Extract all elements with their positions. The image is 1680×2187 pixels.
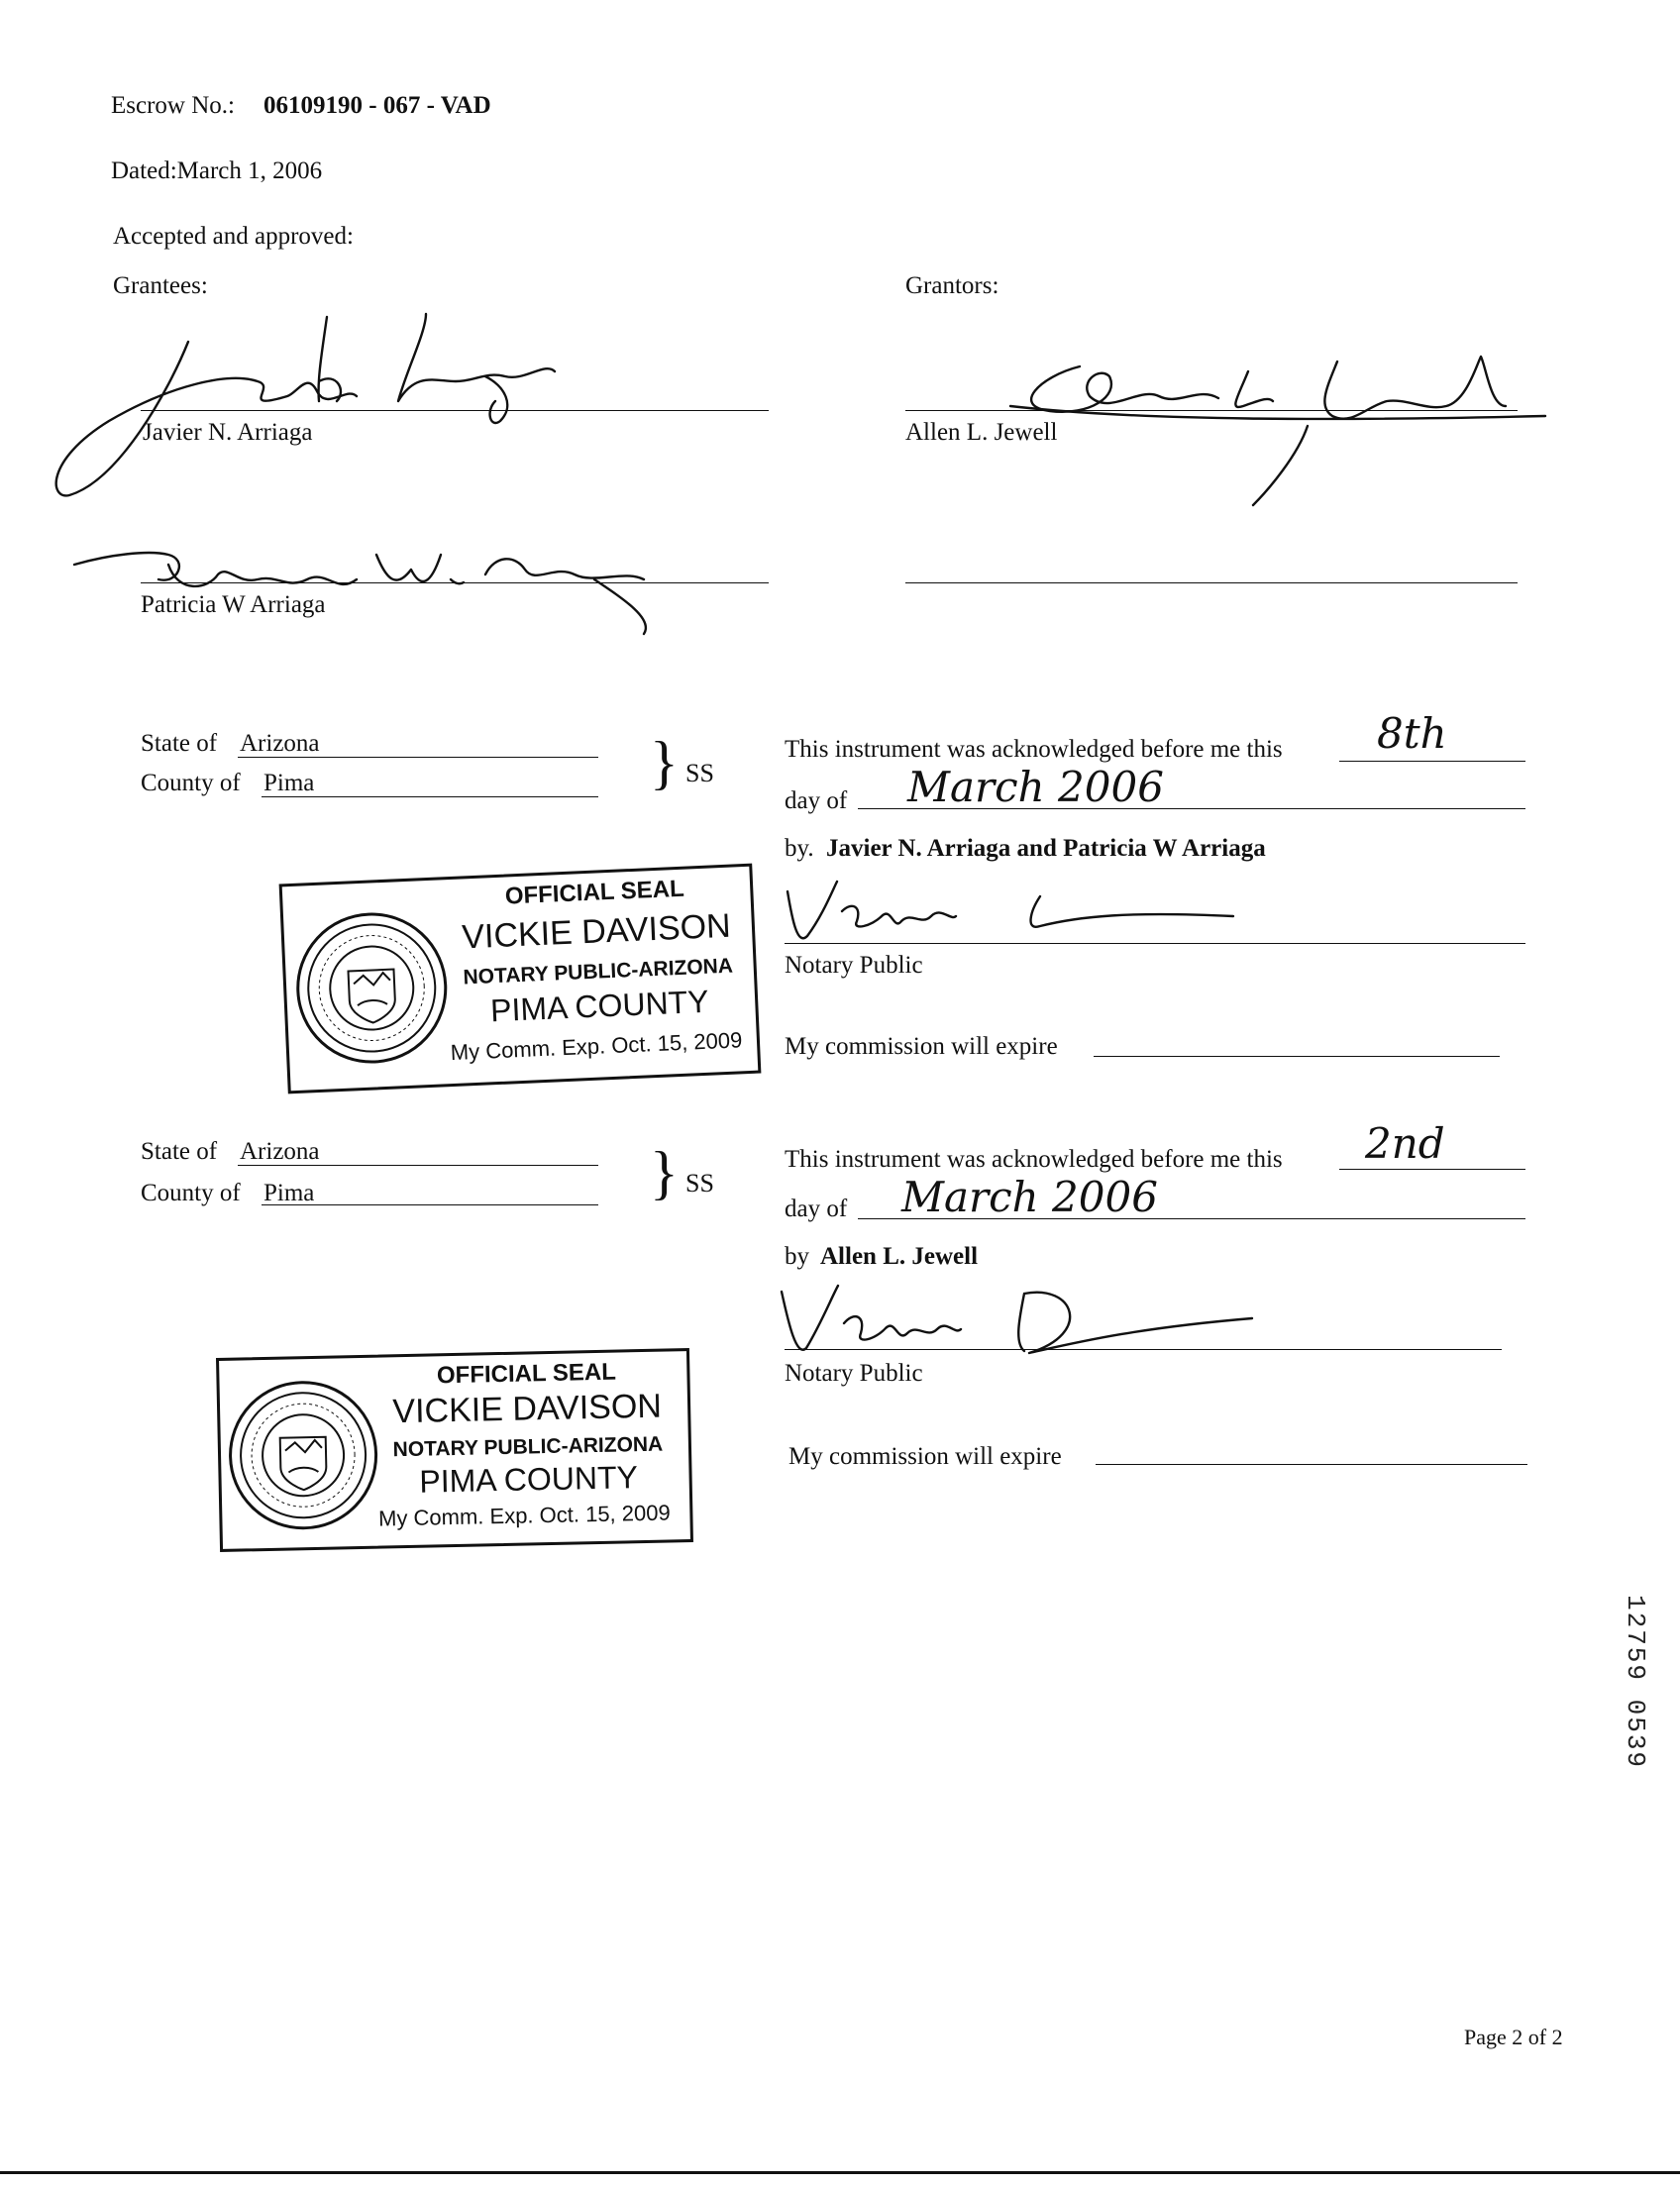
ack2-month-value: March 2006 bbox=[901, 1173, 1158, 1221]
grantees-label: Grantees: bbox=[113, 272, 208, 299]
ack1-state-label: State of bbox=[141, 730, 218, 757]
ack1-day-of-label: day of bbox=[785, 787, 848, 814]
ack1-county-line bbox=[262, 796, 598, 797]
grantee-2-name: Patricia W Arriaga bbox=[141, 591, 326, 618]
ack2-state-line bbox=[238, 1165, 598, 1166]
ack1-county-value: Pima bbox=[263, 770, 315, 796]
ack2-intro: This instrument was acknowledged before me this bbox=[785, 1146, 1283, 1173]
notary-seal-2 bbox=[216, 1348, 693, 1552]
grantee-1-name: Javier N. Arriaga bbox=[143, 419, 313, 446]
seal-2-line1: OFFICIAL SEAL bbox=[436, 1358, 617, 1390]
grantee-1-signature bbox=[50, 312, 565, 510]
grantor-2-signature-line bbox=[905, 582, 1518, 583]
ack2-ss: SS bbox=[685, 1169, 714, 1198]
ack2-state-value: Arizona bbox=[240, 1138, 320, 1165]
page-bottom-border bbox=[0, 2171, 1680, 2174]
ack2-commission-label: My commission will expire bbox=[788, 1443, 1062, 1470]
notary-2-line bbox=[785, 1349, 1502, 1350]
ack1-intro: This instrument was acknowledged before me this bbox=[785, 736, 1283, 763]
ack1-month-value: March 2006 bbox=[907, 763, 1164, 811]
seal-2-line5: My Comm. Exp. Oct. 15, 2009 bbox=[377, 1500, 671, 1531]
ack1-state-line bbox=[238, 757, 598, 758]
ack2-state-label: State of bbox=[141, 1138, 218, 1165]
seal-2-line3: NOTARY PUBLIC-ARIZONA bbox=[392, 1432, 664, 1462]
ack2-brace: } bbox=[650, 1140, 679, 1205]
ack1-by-label: by. bbox=[785, 835, 814, 862]
notary-1-line bbox=[785, 943, 1525, 944]
ack2-county-value: Pima bbox=[263, 1180, 315, 1206]
grantor-1-name: Allen L. Jewell bbox=[905, 419, 1058, 446]
ack1-brace: } bbox=[650, 730, 679, 795]
ack1-commission-label: My commission will expire bbox=[785, 1033, 1058, 1060]
seal-1-line2: VICKIE DAVISON bbox=[461, 906, 732, 957]
escrow-number: 06109190 - 067 - VAD bbox=[263, 92, 491, 119]
ack1-commission-line bbox=[1094, 1056, 1500, 1057]
recording-number: 12759 0539 bbox=[1621, 1595, 1650, 1770]
ack2-by-names: Allen L. Jewell bbox=[820, 1243, 979, 1270]
grantor-1-signature bbox=[991, 327, 1565, 515]
notary-1-signature bbox=[783, 872, 1258, 951]
seal-2-line2: VICKIE DAVISON bbox=[392, 1387, 663, 1431]
ack1-day-value: 8th bbox=[1377, 709, 1447, 758]
escrow-label: Escrow No.: bbox=[111, 92, 235, 119]
notary-seal-1 bbox=[279, 864, 762, 1094]
ack1-ss: SS bbox=[685, 759, 714, 787]
accepted-line: Accepted and approved: bbox=[113, 223, 354, 250]
seal-2-line4: PIMA COUNTY bbox=[419, 1459, 639, 1500]
ack1-by-names: Javier N. Arriaga and Patricia W Arriaga bbox=[826, 835, 1266, 862]
ack2-commission-line bbox=[1096, 1464, 1527, 1465]
dated-line: Dated:March 1, 2006 bbox=[111, 157, 323, 184]
ack1-county-label: County of bbox=[141, 770, 241, 796]
page-number: Page 2 of 2 bbox=[1464, 2025, 1563, 2049]
state-seal-emblem-icon bbox=[293, 909, 450, 1066]
seal-1-line5: My Comm. Exp. Oct. 15, 2009 bbox=[450, 1027, 743, 1066]
ack2-county-label: County of bbox=[141, 1180, 241, 1206]
ack2-by-label: by bbox=[785, 1243, 809, 1270]
ack2-day-line bbox=[1339, 1169, 1525, 1170]
ack2-day-value: 2nd bbox=[1365, 1119, 1445, 1168]
seal-1-line4: PIMA COUNTY bbox=[489, 983, 710, 1029]
seal-1-line3: NOTARY PUBLIC-ARIZONA bbox=[463, 954, 734, 989]
grantors-label: Grantors: bbox=[905, 272, 999, 299]
ack2-notary-label: Notary Public bbox=[785, 1360, 923, 1387]
ack1-day-line bbox=[1339, 761, 1525, 762]
ack1-notary-label: Notary Public bbox=[785, 952, 923, 979]
state-seal-emblem-icon bbox=[228, 1380, 379, 1531]
ack1-state-value: Arizona bbox=[240, 730, 320, 757]
seal-1-line1: OFFICIAL SEAL bbox=[504, 875, 685, 910]
ack2-day-of-label: day of bbox=[785, 1196, 848, 1222]
grantee-2-signature bbox=[69, 525, 664, 644]
ack2-county-line bbox=[262, 1204, 598, 1205]
